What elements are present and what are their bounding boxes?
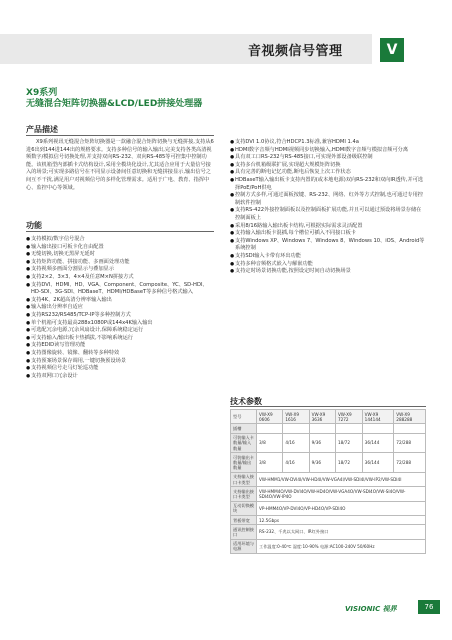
spec-cell: VW-X9 0606	[257, 410, 283, 424]
feature-item: ● 无缝切换,切换无黑屏无延时	[26, 251, 214, 259]
spec-cell: 插槽	[231, 424, 257, 433]
spec-cell: 支持输入接口卡类型	[231, 472, 257, 486]
features-rule	[26, 231, 214, 232]
feature-item: ● 支持RS-422外接控制面板以及控制面板扩展功能,并且可以通过预设将场景存储在控制面板上	[230, 207, 426, 222]
feature-item: ● 支持图像旋转、镜像、翻转等多种特效	[26, 350, 214, 358]
spec-row	[231, 433, 426, 453]
spec-cell: 适用环境与电源	[231, 539, 257, 553]
spec-cell: 3/8	[257, 433, 283, 453]
spec-cell: 型号	[231, 410, 257, 424]
page-number: 76	[418, 600, 440, 614]
feature-item: ● 支持DVI、HDMI、HD、VGA、Component、Composite、YC、SD-HDI、HD-SDI、3G-SDI、HDBaseT、HDMI/HDBaseT等多种信号格式输入	[26, 282, 214, 297]
spec-header-row	[231, 410, 426, 424]
spec-cell: 互动切换模块	[231, 501, 257, 515]
feature-item: ● 单个机箱可支持最高288x1080P或144x4K输入输出	[26, 320, 214, 328]
spec-cell: 可装输出卡数量/输出数量	[231, 453, 257, 473]
series-name: X9系列	[26, 88, 58, 98]
spec-cell: VW-X9 3636	[309, 410, 335, 424]
spec-cell: 通讯控制接口	[231, 525, 257, 539]
spec-row	[231, 516, 426, 525]
feature-item: ● 可选配冗余电源,冗余风扇设计,保障系统稳定运行	[26, 327, 214, 335]
feature-item: ● 支持2×2、3×3、4×4及任意M×N拼接方式	[26, 274, 214, 282]
section-badge: V	[380, 38, 404, 62]
spec-rule	[230, 406, 426, 407]
feature-item: ● 支持定时场景切换功能,按照设定时间自动切换场景	[230, 268, 426, 276]
feature-item: ● 控制方式多样,可通过面板按键、RS-232、网络、红外等方式控制,也可通过专用控制软件控制	[230, 192, 426, 207]
spec-cell	[257, 424, 283, 433]
feature-item: ● 支持RS232/RS485/TCP-IP等多种控制方式	[26, 312, 214, 320]
spec-cell: 可装输入卡数量/输入数量	[231, 433, 257, 453]
feature-item: ● 支持Windows XP、Windows 7、Windows 8、Windows 10、iOS、Android等系统控制	[230, 238, 426, 253]
spec-row	[231, 487, 426, 501]
spec-cell: VW-HMM1/VW-DVI4I/VW-HD4I/VW-VGA4I/VW-SDI4I/VW-IP2/VW-SDI4I	[257, 472, 426, 486]
feature-item: ● 支持多种音频格式嵌入与解嵌功能	[230, 261, 426, 269]
spec-cell: 72/288	[394, 433, 426, 453]
feature-item: ● 具有双工口RS-232与RS-485接口,可实现外部设备级联控制	[230, 154, 426, 162]
feature-item: ● 支持DVI 1.0协议,符合HDCP1.3标准,兼容HDMI 1.4a	[230, 139, 426, 147]
feature-item: ● 可支持输入/输出板卡热插拔,不影响系统运行	[26, 335, 214, 343]
spec-cell: 36/144	[362, 433, 394, 453]
spec-cell: 4/16	[283, 433, 309, 453]
spec-cell: VW-X9 288288	[394, 410, 426, 424]
feature-item: ● 具有完善的断电记忆功能,断电后恢复上次工作状态	[230, 169, 426, 177]
spec-cell: 支持输出接口卡类型	[231, 487, 257, 501]
spec-cell: VW-X9 1616	[283, 410, 309, 424]
feature-item: ● HDMI数字音频与HDMI视频同步切换输入,HDMI数字音频与模拟音频可分离	[230, 147, 426, 155]
spec-cell	[362, 424, 394, 433]
spec-cell: 背板带宽	[231, 516, 257, 525]
spec-row	[231, 501, 426, 515]
series-subtitle: 无缝混合矩阵切换器&LCD/LED拼接处理器	[26, 99, 203, 109]
spec-table	[230, 409, 426, 554]
feature-item: ● 支持输入输出板卡混插,每个槽位可插入不同接口板卡	[230, 230, 426, 238]
spec-row	[231, 539, 426, 553]
feature-item: ● 支持SDI输入卡带有环出功能	[230, 253, 426, 261]
feature-item: ● 支持4K、2K超高清分辨率输入输出	[26, 297, 214, 305]
feature-item: ● 支持矩阵功能、拼接功能、多画面处理功能	[26, 259, 214, 267]
spec-cell: VP-HMM4O/VP-DVI4O/VP-HD4O/VP-SDI4O	[257, 501, 426, 515]
spec-cell	[309, 424, 335, 433]
overview-text: X9系列视讯无缝混合矩阵切换器是一款融合混合矩阵切换与无缝拼接,支持从6进6出到144进144出的规格要求。支持多种信号的输入输出,完美支持各类高清视频数字/模拟信号切换处理,并支持双向RS-232、双向RS-485等可控集中控制功能。该机箱型内部插卡式结构设计,采用全模块化设计,尤其适合应用于大量信号接入的场景;可实现多路信号在不同显示设备间任意切换和无缝拼接显示,输出信号之间互不干扰,满足用户对视频信号的多样化管理需求。适用于广电、教育、指挥中心、监控中心等领域。	[26, 139, 214, 191]
spec-cell: 12.5Gbps	[257, 516, 426, 525]
overview-heading: 产品描述	[26, 125, 58, 134]
spec-cell: 18/72	[335, 433, 362, 453]
features-heading: 功能	[26, 221, 42, 230]
overview-rule	[26, 135, 214, 136]
spec-cell: 72/288	[394, 453, 426, 473]
spec-cell: 18/72	[335, 453, 362, 473]
feature-item: ● 支持视频多画面分割显示与叠加显示	[26, 266, 214, 274]
spec-row	[231, 472, 426, 486]
feature-item: ● HDBaseT输入输出板卡支持内置的(或本地电源)双向RS-232和双向IR透传,并可选择PoE/PoH供电	[230, 177, 426, 192]
spec-cell: 工作温度:0-40℃ 湿度:10-90% 电源:AC100-240V 50/60Hz	[257, 539, 426, 553]
feature-item: ● 支持多台机箱级联扩展,实现超大规模矩阵切换	[230, 162, 426, 170]
brand-logo: VISIONIC 视界	[345, 605, 397, 613]
spec-heading: 技术参数	[230, 397, 262, 406]
spec-cell: VW-X9 7272	[335, 410, 362, 424]
spec-cell: 3/8	[257, 453, 283, 473]
spec-cell: VW-HMM4O/VW-DVI4O/VW-HD4O/VW-VGA4O/VW-SDI4O/VW-SI4O/VW-SDI4O/VW-IP4O	[257, 487, 426, 501]
features-right-column	[230, 139, 426, 276]
spec-cell	[335, 424, 362, 433]
spec-row	[231, 424, 426, 433]
spec-row	[231, 453, 426, 473]
spec-cell: 36/144	[362, 453, 394, 473]
feature-item: ● 支持预案场景保存调用,一键切换预设场景	[26, 358, 214, 366]
features-left-column	[26, 236, 214, 380]
spec-cell	[394, 424, 426, 433]
spec-cell: RS-232、千兆以太网口、IR红外接口	[257, 525, 426, 539]
series-title	[26, 88, 202, 110]
feature-item: ● 输入输出接口可板卡化自由配置	[26, 244, 214, 252]
feature-item: ● 支持模拟/数字信号混合	[26, 236, 214, 244]
spec-cell: 9/36	[309, 453, 335, 473]
spec-cell: 4/16	[283, 453, 309, 473]
feature-item: ● 输入输出分辨率自适应	[26, 304, 214, 312]
spec-cell: VW-X9 144144	[362, 410, 394, 424]
spec-cell	[283, 424, 309, 433]
feature-item: ● 支持双网口冗余设计	[26, 373, 214, 381]
page-section-title: 音视频信号管理	[248, 44, 343, 59]
feature-item: ● 支持视频信号走马灯轮巡功能	[26, 365, 214, 373]
header-bar	[0, 34, 452, 64]
spec-cell: 9/36	[309, 433, 335, 453]
spec-row	[231, 525, 426, 539]
feature-item: ● 支持EDID读写管理功能	[26, 342, 214, 350]
feature-item: ● 采用8/16路输入输出板卡结构,可根据实际需求灵活配置	[230, 223, 426, 231]
